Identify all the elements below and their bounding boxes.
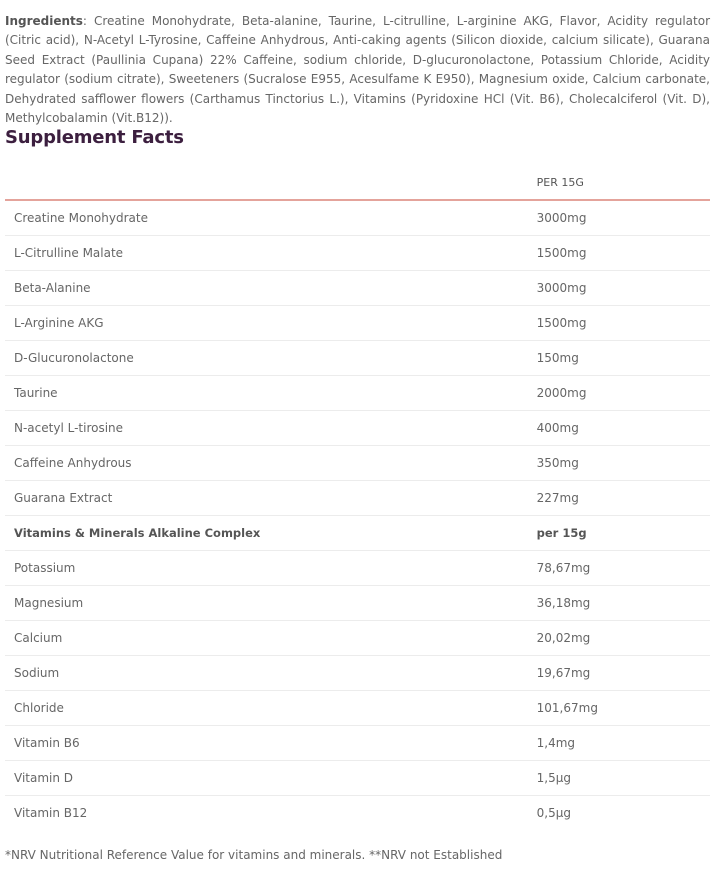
nutrient-name: Chloride: [5, 691, 533, 726]
table-row: [5, 761, 710, 796]
table-row: [5, 796, 710, 831]
nutrient-value: 1,4mg: [533, 726, 710, 761]
nutrient-value: 400mg: [533, 411, 710, 446]
nutrient-name: Creatine Monohydrate: [5, 200, 533, 236]
nutrient-value: 150mg: [533, 341, 710, 376]
nutrient-name: L-Citrulline Malate: [5, 236, 533, 271]
table-row: [5, 271, 710, 306]
table-row: [5, 446, 710, 481]
table-row: [5, 306, 710, 341]
nutrient-value: 227mg: [533, 481, 710, 516]
nutrient-name: Sodium: [5, 656, 533, 691]
nutrient-name: Vitamin D: [5, 761, 533, 796]
subheader-value: per 15g: [533, 516, 710, 551]
table-row: [5, 656, 710, 691]
nutrient-name: Guarana Extract: [5, 481, 533, 516]
nutrient-name: Beta-Alanine: [5, 271, 533, 306]
nutrient-value: 36,18mg: [533, 586, 710, 621]
table-row: [5, 691, 710, 726]
table-row: [5, 376, 710, 411]
header-value-cell: PER 15G: [533, 165, 710, 200]
ingredients-paragraph: [5, 12, 710, 128]
table-row: [5, 586, 710, 621]
table-row: [5, 411, 710, 446]
table-row: [5, 236, 710, 271]
table-row: [5, 481, 710, 516]
table-row: [5, 621, 710, 656]
nutrient-name: Taurine: [5, 376, 533, 411]
table-subheader-row: [5, 516, 710, 551]
nutrient-value: 101,67mg: [533, 691, 710, 726]
ingredients-label: Ingredients: [5, 14, 83, 28]
nutrient-name: N-acetyl L-tirosine: [5, 411, 533, 446]
nutrient-value: 78,67mg: [533, 551, 710, 586]
subheader-name: Vitamins & Minerals Alkaline Complex: [5, 516, 533, 551]
nutrient-value: 2000mg: [533, 376, 710, 411]
nutrient-name: D-Glucuronolactone: [5, 341, 533, 376]
nutrient-name: Caffeine Anhydrous: [5, 446, 533, 481]
nutrient-name: Potassium: [5, 551, 533, 586]
nutrient-value: 20,02mg: [533, 621, 710, 656]
supplement-facts-title: Supplement Facts: [5, 127, 184, 148]
nutrient-name: Magnesium: [5, 586, 533, 621]
nutrient-name: L-Arginine AKG: [5, 306, 533, 341]
nutrient-value: 3000mg: [533, 200, 710, 236]
ingredients-text: : Creatine Monohydrate, Beta-alanine, Taurine, L-citrulline, L-arginine AKG, Flavor, Acidity regulator (Citric acid), N-Acetyl L-Tyrosine, Caﬀeine Anhydrous, Anti-caking agents (Silicon dioxide, calcium silicate), Guarana Seed Extract (Paullinia Cupana) 22% Caﬀeine, sodium chloride, D-glucuronolactone, Potassium Chloride, Acidity regulator (sodium citrate), Sweeteners (Sucralose E955, Acesulfame K E950), Magnesium oxide, Calcium carbonate, Dehydrated saﬄower ﬂowers (Carthamus Tinctorius L.), Vitamins (Pyridoxine HCl (Vit. B6), Cholecalciferol (Vit. D), Methylcobalamin (Vit.B12)).: [5, 14, 710, 126]
nutrient-value: 350mg: [533, 446, 710, 481]
table-header-row: [5, 165, 710, 200]
supplement-facts-table: [5, 165, 710, 830]
nutrient-value: 0,5µg: [536, 806, 571, 820]
nutrient-name: Vitamin B12: [14, 806, 88, 820]
nutrient-name: Vitamin B6: [5, 726, 533, 761]
header-name-cell: [5, 165, 533, 200]
nutrient-value: 1500mg: [533, 306, 710, 341]
nutrient-name: Calcium: [5, 621, 533, 656]
table-row: [5, 551, 710, 586]
nutrient-value: 1,5µg: [533, 761, 710, 796]
nutrient-value: 19,67mg: [533, 656, 710, 691]
table-row: [5, 200, 710, 236]
nutrient-value: 1500mg: [533, 236, 710, 271]
nrv-footnote: *NRV Nutritional Reference Value for vitamins and minerals. **NRV not Established: [5, 848, 503, 862]
table-row: [5, 341, 710, 376]
table-row: [5, 726, 710, 761]
nutrient-value: 3000mg: [533, 271, 710, 306]
